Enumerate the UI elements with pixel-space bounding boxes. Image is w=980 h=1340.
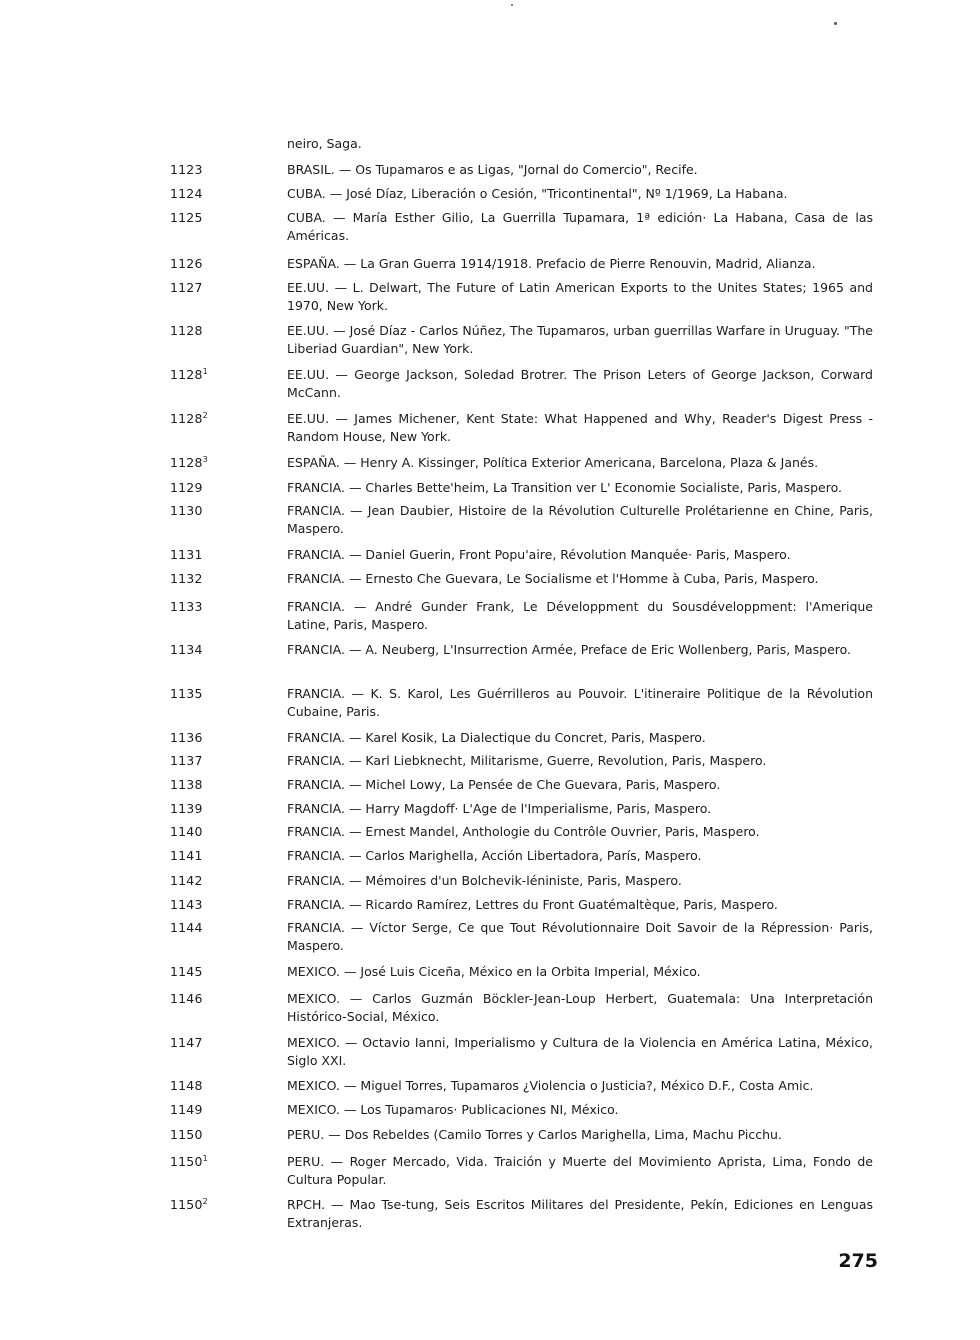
entry-citation: FRANCIA. — Víctor Serge, Ce que Tout Révolutionnaire Doit Savoir de la Répression· Paris, Maspero. bbox=[287, 920, 873, 953]
entry-citation: FRANCIA. — Mémoires d'un Bolchevik-léniniste, Paris, Maspero. bbox=[287, 873, 682, 888]
entry-citation: FRANCIA. — K. S. Karol, Les Guérrilleros au Pouvoir. L'itineraire Politique de la Révolution Cubaine, Paris. bbox=[287, 686, 873, 719]
entry-number-value: 1128 bbox=[170, 411, 203, 426]
entry-number bbox=[170, 209, 260, 227]
entry-number bbox=[170, 1126, 260, 1144]
entry-number-value: 1147 bbox=[170, 1035, 203, 1050]
entry-number-value: 1127 bbox=[170, 280, 203, 295]
entry-citation: FRANCIA. — Harry Magdoff· L'Age de l'Imperialisme, Paris, Maspero. bbox=[287, 801, 712, 816]
entry-number bbox=[170, 479, 260, 497]
entry-number-value: 1144 bbox=[170, 920, 203, 935]
entry-number-value: 1134 bbox=[170, 642, 203, 657]
entry-number-value: 1146 bbox=[170, 991, 203, 1006]
entry-citation: MEXICO. — Octavio Ianni, Imperialismo y Cultura de la Violencia en América Latina, México, Siglo XXI. bbox=[287, 1035, 873, 1068]
entry-number bbox=[170, 823, 260, 841]
entry-number-value: 1137 bbox=[170, 753, 203, 768]
entry-citation: FRANCIA. — Charles Bette'heim, La Transition ver L' Economie Socialiste, Paris, Maspero. bbox=[287, 480, 842, 495]
entry-citation: FRANCIA. — A. Neuberg, L'Insurrection Armée, Preface de Eric Wollenberg, Paris, Maspero. bbox=[287, 642, 852, 657]
entry-citation: PERU. — Dos Rebeldes (Camilo Torres y Carlos Marighella, Lima, Machu Picchu. bbox=[287, 1127, 782, 1142]
entry-number bbox=[170, 990, 260, 1008]
entry-number-superscript: 1 bbox=[202, 1153, 208, 1163]
entry-number bbox=[170, 752, 260, 770]
entry-number-value: 1129 bbox=[170, 480, 203, 495]
entry-number-value: 1150 bbox=[170, 1197, 203, 1212]
entry-number-value: 1143 bbox=[170, 897, 203, 912]
entry-number-value: 1123 bbox=[170, 162, 203, 177]
entry-citation: CUBA. — José Díaz, Liberación o Cesión, "Tricontinental", Nº 1/1969, La Habana. bbox=[287, 186, 788, 201]
entry-number-value: 1142 bbox=[170, 873, 203, 888]
entry-number-value: 1136 bbox=[170, 730, 203, 745]
entry-number-value: 1131 bbox=[170, 547, 203, 562]
entry-number-value: 1124 bbox=[170, 186, 203, 201]
entry-number-superscript: 1 bbox=[202, 366, 208, 376]
entry-citation: FRANCIA. — Michel Lowy, La Pensée de Che Guevara, Paris, Maspero. bbox=[287, 777, 721, 792]
entry-number bbox=[170, 546, 260, 564]
speck-mark bbox=[834, 22, 837, 25]
entry-citation: EE.UU. — James Michener, Kent State: What Happened and Why, Reader's Digest Press - Random House, New York. bbox=[287, 411, 873, 444]
entry-citation: ESPAÑA. — Henry A. Kissinger, Política Exterior Americana, Barcelona, Plaza & Janés. bbox=[287, 455, 819, 470]
entry-number bbox=[170, 410, 260, 428]
entry-number bbox=[170, 454, 260, 472]
entry-number bbox=[170, 896, 260, 914]
entry-number bbox=[170, 279, 260, 297]
entry-citation: FRANCIA. — Jean Daubier, Histoire de la Révolution Culturelle Prolétarienne en Chine, Paris, Maspero. bbox=[287, 503, 873, 536]
entry-number-value: 1148 bbox=[170, 1078, 203, 1093]
entry-citation: EE.UU. — George Jackson, Soledad Brotrer. The Prison Leters of George Jackson, Corward McCann. bbox=[287, 367, 873, 400]
entry-number-value: 1150 bbox=[170, 1127, 203, 1142]
entry-number-value: 1128 bbox=[170, 367, 203, 382]
entry-number bbox=[170, 366, 260, 384]
entry-number-value: 1132 bbox=[170, 571, 203, 586]
entry-number bbox=[170, 185, 260, 203]
entry-citation: FRANCIA. — Daniel Guerin, Front Popu'aire, Révolution Manquée· Paris, Maspero. bbox=[287, 547, 791, 562]
entry-citation: BRASIL. — Os Tupamaros e as Ligas, "Jornal do Comercio", Recife. bbox=[287, 162, 698, 177]
entry-citation: PERU. — Roger Mercado, Vida. Traición y Muerte del Movimiento Aprista, Lima, Fondo de Cultura Popular. bbox=[287, 1154, 873, 1187]
entry-number-superscript: 2 bbox=[202, 1196, 208, 1206]
entry-number bbox=[170, 502, 260, 520]
entry-number bbox=[170, 729, 260, 747]
entry-citation: MEXICO. — Los Tupamaros· Publicaciones NI, México. bbox=[287, 1102, 619, 1117]
entry-number-value: 1140 bbox=[170, 824, 203, 839]
entry-number bbox=[170, 641, 260, 659]
entry-number-value: 1135 bbox=[170, 686, 203, 701]
entry-citation: EE.UU. — L. Delwart, The Future of Latin American Exports to the Unites States; 1965 and 1970, New York. bbox=[287, 280, 873, 313]
entry-number-value: 1126 bbox=[170, 256, 203, 271]
entry-number-value: 1139 bbox=[170, 801, 203, 816]
entry-number-value: 1128 bbox=[170, 323, 203, 338]
entry-citation: MEXICO. — Carlos Guzmán Böckler-Jean-Loup Herbert, Guatemala: Una Interpretación Histórico-Social, México. bbox=[287, 991, 873, 1024]
entry-number-value: 1149 bbox=[170, 1102, 203, 1117]
entry-citation: FRANCIA. — Ernesto Che Guevara, Le Socialisme et l'Homme à Cuba, Paris, Maspero. bbox=[287, 571, 819, 586]
entry-number bbox=[170, 776, 260, 794]
entry-number bbox=[170, 1101, 260, 1119]
entry-number bbox=[170, 161, 260, 179]
entry-number bbox=[170, 685, 260, 703]
entry-citation: FRANCIA. — André Gunder Frank, Le Développment du Sousdéveloppment: l'Amerique Latine, Paris, Maspero. bbox=[287, 599, 873, 632]
entry-number-superscript: 2 bbox=[202, 410, 208, 420]
entry-citation: EE.UU. — José Díaz - Carlos Núñez, The Tupamaros, urban guerrillas Warfare in Uruguay. "The Liberiad Guardian", New York. bbox=[287, 323, 873, 356]
entry-number bbox=[170, 255, 260, 273]
entry-citation: FRANCIA. — Karel Kosik, La Dialectique du Concret, Paris, Maspero. bbox=[287, 730, 706, 745]
entry-number-superscript: 3 bbox=[202, 454, 208, 464]
entry-citation: neiro, Saga. bbox=[287, 136, 362, 151]
entry-number bbox=[170, 1034, 260, 1052]
entry-number bbox=[170, 963, 260, 981]
entry-citation: FRANCIA. — Karl Liebknecht, Militarisme, Guerre, Revolution, Paris, Maspero. bbox=[287, 753, 767, 768]
entry-number-value: 1125 bbox=[170, 210, 203, 225]
entry-citation: CUBA. — María Esther Gilio, La Guerrilla Tupamara, 1ª edición· La Habana, Casa de las Américas. bbox=[287, 210, 873, 243]
entry-number-value: 1150 bbox=[170, 1154, 203, 1169]
entry-number-value: 1138 bbox=[170, 777, 203, 792]
entry-number bbox=[170, 1077, 260, 1095]
entry-citation: MEXICO. — Miguel Torres, Tupamaros ¿Violencia o Justicia?, México D.F., Costa Amic. bbox=[287, 1078, 814, 1093]
entry-citation: FRANCIA. — Ernest Mandel, Anthologie du Contrôle Ouvrier, Paris, Maspero. bbox=[287, 824, 760, 839]
entry-citation: MEXICO. — José Luis Ciceña, México en la Orbita Imperial, México. bbox=[287, 964, 701, 979]
entry-number bbox=[170, 1196, 260, 1214]
entry-citation: ESPAÑA. — La Gran Guerra 1914/1918. Prefacio de Pierre Renouvin, Madrid, Alianza. bbox=[287, 256, 816, 271]
entry-number-value: 1145 bbox=[170, 964, 203, 979]
entry-number bbox=[170, 570, 260, 588]
entry-number bbox=[170, 872, 260, 890]
entry-number bbox=[170, 322, 260, 340]
entry-number bbox=[170, 800, 260, 818]
entry-number bbox=[170, 847, 260, 865]
entry-number bbox=[170, 1153, 260, 1171]
entry-number bbox=[170, 598, 260, 616]
page-number: 275 bbox=[838, 1250, 878, 1272]
entry-number-value: 1141 bbox=[170, 848, 203, 863]
entry-citation: FRANCIA. — Ricardo Ramírez, Lettres du Front Guatémaltèque, Paris, Maspero. bbox=[287, 897, 778, 912]
entry-number-value: 1128 bbox=[170, 455, 203, 470]
entry-number-value: 1130 bbox=[170, 503, 203, 518]
entry-citation: RPCH. — Mao Tse-tung, Seis Escritos Militares del Presidente, Pekín, Ediciones en Lenguas Extranjeras. bbox=[287, 1197, 873, 1230]
entry-number bbox=[170, 919, 260, 937]
entry-number-value: 1133 bbox=[170, 599, 203, 614]
speck-mark bbox=[511, 4, 513, 6]
entry-citation: FRANCIA. — Carlos Marighella, Acción Libertadora, París, Maspero. bbox=[287, 848, 702, 863]
